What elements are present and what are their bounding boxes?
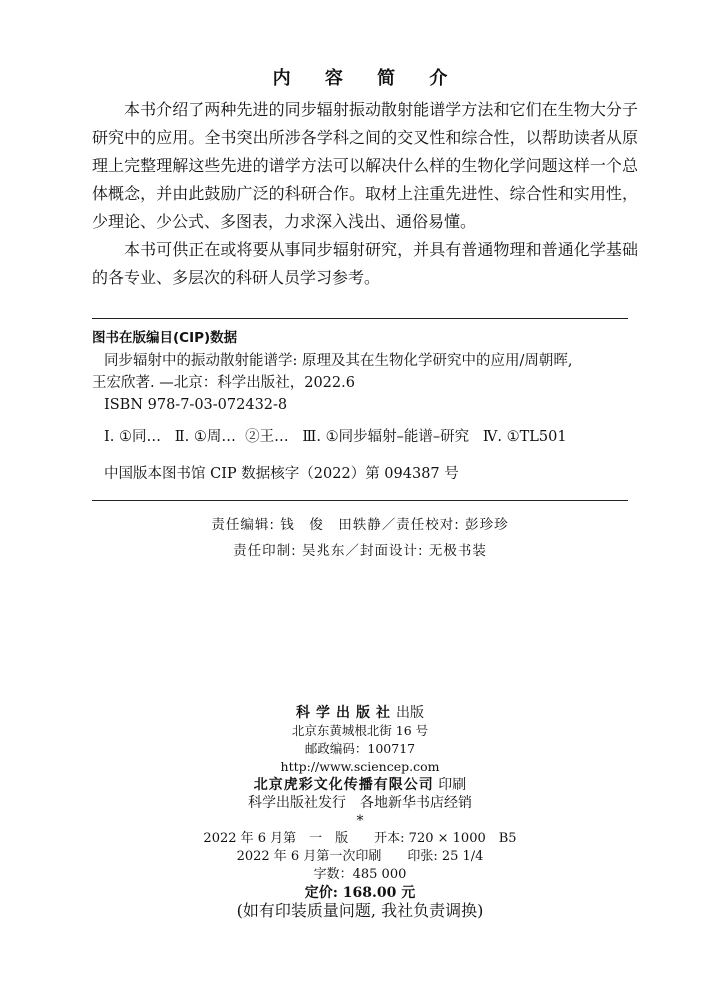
imprint: [0, 704, 720, 920]
printer-suffix: 印刷: [438, 777, 467, 793]
price: 定价: 168.00 元: [304, 885, 416, 901]
cip-entry: 同步辐射中的振动散射能谱学: 原理及其在生物化学研究中的应用/周朝晖,: [104, 353, 573, 369]
publisher-address: 北京东黄城根北街 16 号: [291, 723, 429, 738]
publisher-suffix: 出版: [396, 705, 424, 721]
credits-production: 责任印制: 吴兆东／封面设计: 无极书装: [233, 543, 487, 559]
cip-number: 中国版本图书馆 CIP 数据核字（2022）第 094387 号: [104, 465, 459, 482]
cip-entry-continued: 王宏欣著. —北京：科学出版社，2022.6: [92, 375, 355, 391]
summary-paragraph: 本书可供正在或将要从事同步辐射研究，并具有普通物理和普通化学基础的各专业、多层次的科研人员学习参考。: [92, 240, 638, 287]
summary-paragraph: 本书介绍了两种先进的同步辐射振动散射能谱学方法和它们在生物大分子研究中的应用。全书突出所涉各学科之间的交叉性和综合性，以帮助读者从原理上完整理解这些先进的谱学方法可以解决什么样的生物化学问题这样一个总体概念，并由此鼓励广泛的科研合作。取材上注重先进性、综合性和实用性，少理论、少公式、多图表，力求深入浅出、通俗易懂。: [92, 100, 638, 231]
edition-line: 2022 年 6 月第 一 版 开本: 720 × 1000 B5: [203, 831, 517, 846]
publisher-line: [0, 704, 720, 722]
cip-isbn: ISBN 978-7-03-072432-8: [104, 397, 288, 413]
cip-classification: Ⅰ. ①同… Ⅱ. ①周… ②王… Ⅲ. ①同步辐射–能谱–研究 Ⅳ. ①TL501: [104, 429, 567, 445]
summary-title: 内 容 简 介: [272, 68, 462, 89]
publisher-name: 科学出版社: [296, 705, 396, 721]
separator-star: *: [356, 813, 364, 829]
top-rule: [92, 318, 628, 319]
credits-editors: 责任编辑: 钱 俊 田轶静／责任校对: 彭珍珍: [211, 517, 509, 533]
printer-name: 北京虎彩文化传播有限公司: [253, 777, 434, 793]
publisher-postcode: 邮政编码：100717: [304, 741, 416, 756]
printing-line: 2022 年 6 月第一次印刷 印张: 25 1/4: [236, 849, 484, 864]
word-count: 字数：485 000: [313, 867, 407, 882]
quality-notice: (如有印装质量问题, 我社负责调换): [236, 901, 484, 920]
bottom-rule: [92, 500, 628, 501]
publisher-website: http://www.sciencep.com: [280, 759, 440, 774]
cip-heading: 图书在版编目(CIP)数据: [92, 330, 238, 346]
cip-block: [92, 326, 632, 499]
distribution-line: 科学出版社发行 各地新华书店经销: [248, 795, 472, 811]
printer-line: [0, 776, 720, 794]
summary-body: [92, 96, 638, 292]
credits: [0, 512, 720, 564]
